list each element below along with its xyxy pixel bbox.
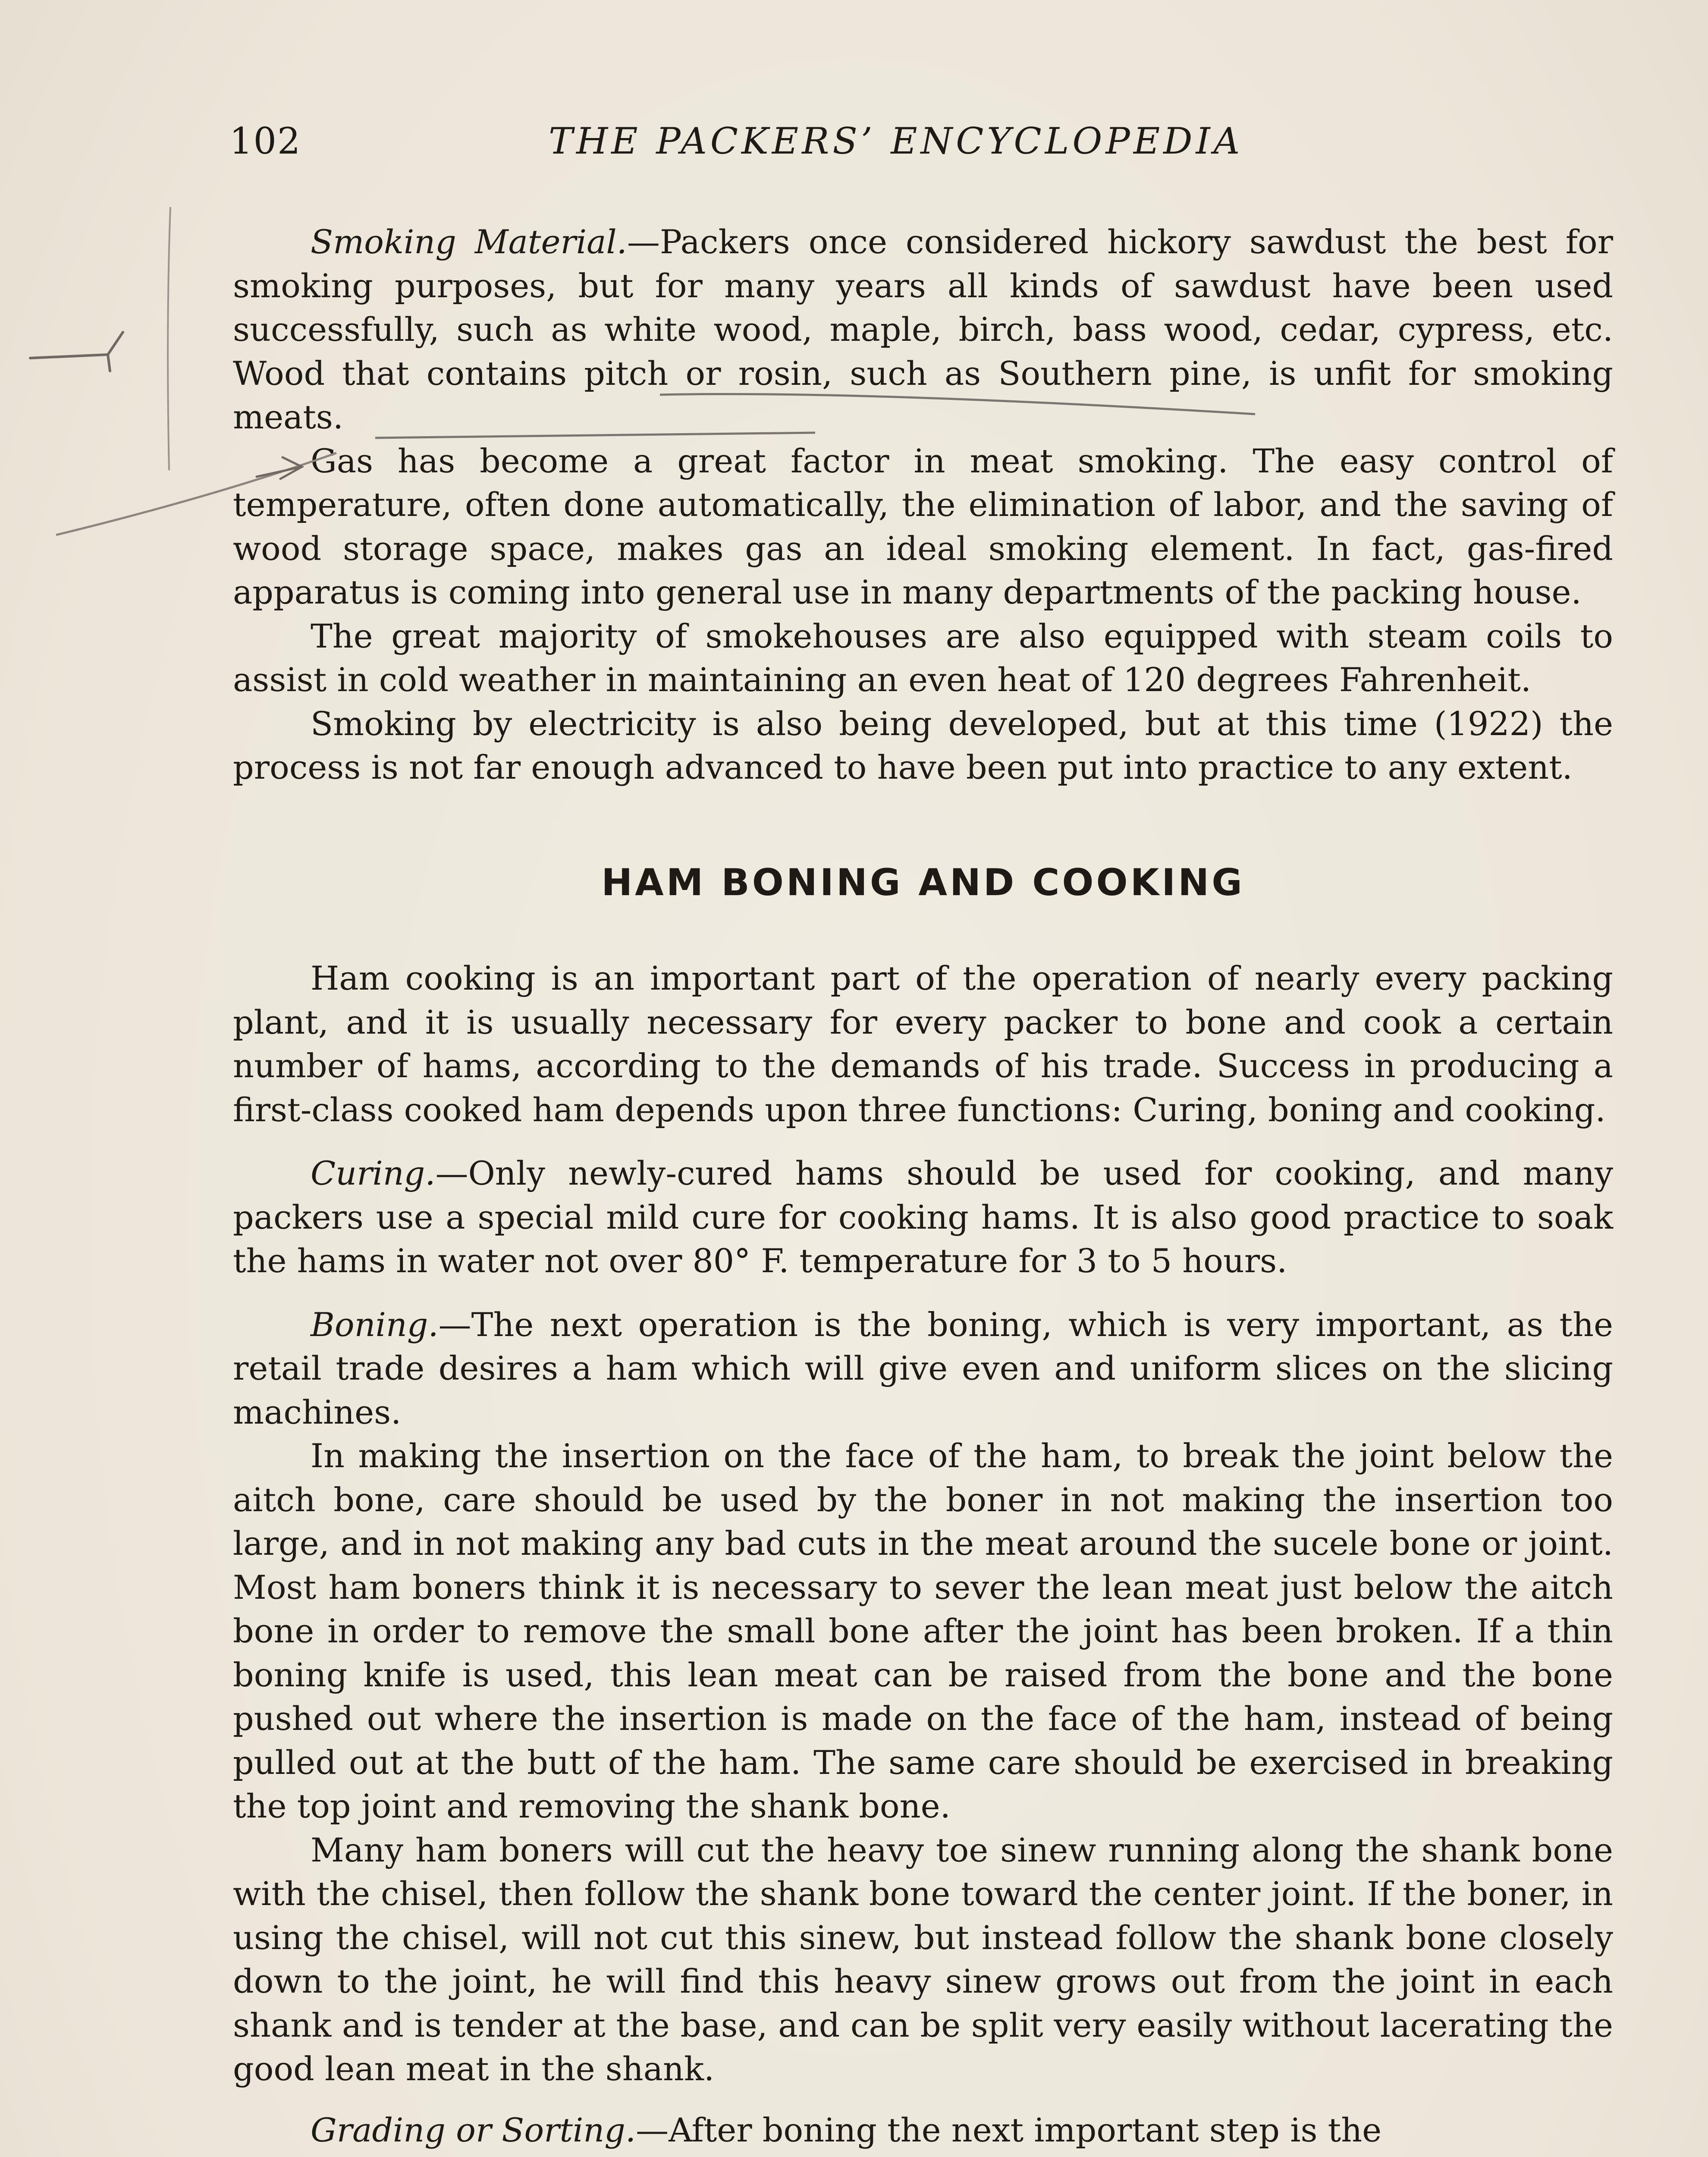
smoking-material-label: Smoking Material. [311,223,627,261]
curing-label: Curing. [311,1154,436,1192]
paragraph-gas: Gas has become a great factor in meat smoking. The easy control of temperature, often done automatically, the elimination of labor, and the saving of wood storage space, makes gas an ideal smoking element. In fact, gas-fired apparatus is coming into general use in many departments of the packing house. [233,441,1613,611]
paragraph-electricity: Smoking by electricity is also being developed, but at this time (1922) the process is not far enough advanced to have been put into practice to any extent. [233,704,1613,786]
curing-text: —Only newly-cured hams should be used for cooking, and many packers use a special mild cure for cooking hams. It is also good practice to soak the hams in water not over 80° F. temperature for 3 to 5 hours. [233,1154,1613,1280]
section-title: HAM BONING AND COOKING [601,861,1245,904]
boning-text: —The next operation is the boning, which is very important, as the retail trade desires a ham which will give even and uniform slices on the slicing machines. [233,1305,1613,1431]
boning-label: Boning. [311,1305,439,1344]
body-text [233,220,1613,2152]
paragraph-smoking-material [233,220,1613,439]
margin-bracket-line [168,207,170,470]
paragraph-toe-sinew: Many ham boners will cut the heavy toe sinew running along the shank bone with the chisel, then follow the shank bone toward the center joint. If the boner, in using the chisel, will not cut this sinew, but instead follow the shank bone closely down to the joint, he will find this heavy sinew grows out from the joint in each shank and is tender at the base, and can be split very easily without lacerating the good lean meat in the shank. [233,1830,1613,2088]
paragraph-boning [233,1303,1613,1434]
grading-label: Grading or Sorting. [311,2110,636,2149]
paragraph-insertion: In making the insertion on the face of the ham, to break the joint below the aitch bone, care should be used by the boner in not making the insertion too large, and in not making any bad cuts in the meat around the sucele bone or joint. Most ham boners think it is necessary to sever the lean meat just below the aitch bone in order to remove the small bone after the joint has been broken. If a thin boning knife is used, this lean meat can be raised from the bone and the bone pushed out where the insertion is made on the face of the ham, instead of being pulled out at the butt of the ham. The same care should be exercised in breaking the top joint and removing the shank bone. [233,1437,1613,1825]
paragraph-steam-coils: The great majority of smokehouses are also equipped with steam coils to assist in cold weather in maintaining an even heat of 120 degrees Fahrenheit. [233,616,1613,699]
paragraph-grading [233,2108,1613,2152]
page-number: 102 [229,120,301,162]
paragraph-curing [233,1151,1613,1283]
page-header [229,120,1617,163]
margin-mark-seven [30,332,123,371]
smoking-material-text: —Packers once considered hickory sawdust the best for smoking purposes, but for many years all kinds of sawdust have been used successfully, such as white wood, maple, birch, bass wood, cedar, cypress, etc. Wood that contains pitch or rosin, such as Southern pine, is unfit for smoking meats. [233,223,1614,436]
grading-text: —After boning the next important step is the [636,2110,1382,2149]
running-head: THE PACKERS’ ENCYCLOPEDIA [549,120,1243,162]
paragraph-ham-intro: Ham cooking is an important part of the operation of nearly every packing plant, and it is usually necessary for every packer to bone and cook a certain number of hams, according to the demands of his trade. Success in producing a first-class cooked ham depends upon three functions: Curing, boning and cooking. [233,959,1613,1129]
